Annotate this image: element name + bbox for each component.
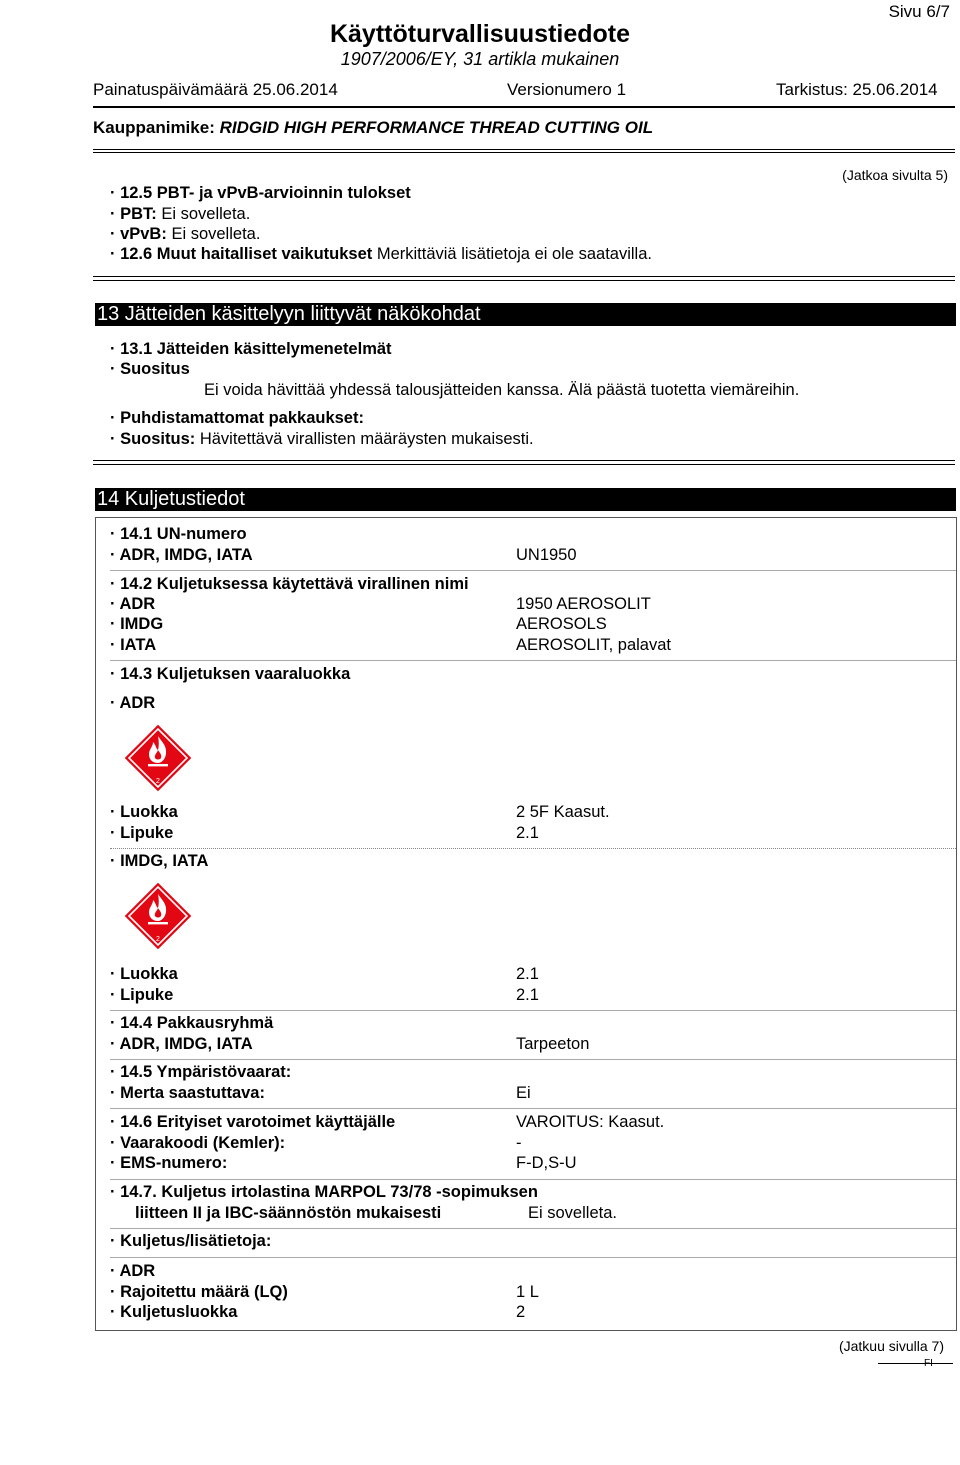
row-separator	[110, 1179, 956, 1180]
document-subtitle: 1907/2006/EY, 31 artikla mukainen	[340, 49, 620, 69]
section12-divider-2	[93, 280, 955, 281]
row-separator	[110, 1228, 956, 1229]
ems-label: · EMS-numero:	[110, 1154, 228, 1172]
flammable-gas-pictogram-adr	[122, 722, 194, 794]
iata-name-label: · IATA	[110, 636, 157, 654]
revision-date: Tarkistus: 25.06.2014	[776, 80, 938, 99]
recommendation-2	[110, 430, 534, 449]
transport-category-value: 2	[516, 1303, 526, 1321]
version-number: Versionumero 1	[507, 80, 627, 99]
imdg-lipuke-value: 2.1	[516, 986, 539, 1004]
flammable-gas-pictogram-imdg	[122, 880, 194, 952]
extra-adr-label: · ADR	[110, 1262, 156, 1280]
packing-group-value: Tarpeeton	[516, 1035, 590, 1053]
environmental-hazards-heading: · 14.5 Ympäristövaarat:	[110, 1063, 292, 1081]
limited-quantity-value: 1 L	[516, 1283, 539, 1301]
shipping-name-heading: · 14.2 Kuljetuksessa käytettävä virallinen nimi	[110, 575, 469, 593]
iata-name-value: AEROSOLIT, palavat	[516, 636, 671, 654]
marpol-heading: · 14.7. Kuljetus irtolastina MARPOL 73/78 -sopimuksen	[110, 1183, 538, 1201]
trade-name-label: Kauppanimike:	[93, 118, 215, 137]
pictogram-number: 2	[156, 936, 160, 943]
other-effects-line	[110, 245, 652, 264]
recommendation-text: Ei voida hävittää yhdessä talousjätteiden kanssa. Älä päästä tuotetta viemäreihin.	[204, 381, 800, 399]
other-effects-label: · 12.6 Muut haitalliset vaikutukset	[110, 245, 373, 263]
un-number-heading: · 14.1 UN-numero	[110, 525, 247, 543]
transport-category-label: · Kuljetusluokka	[110, 1303, 238, 1321]
adr-name-label: · ADR	[110, 595, 156, 613]
packing-group-label: · ADR, IMDG, IATA	[110, 1035, 253, 1053]
adr-lipuke-value: 2.1	[516, 824, 539, 842]
vpvb-line	[110, 225, 260, 244]
adr-name-value: 1950 AEROSOLIT	[516, 595, 651, 613]
hazard-class-heading: · 14.3 Kuljetuksen vaaraluokka	[110, 665, 351, 683]
section13-title: 13 Jätteiden käsittelyyn liittyvät näkökohdat	[95, 303, 956, 326]
footer-divider	[878, 1363, 953, 1364]
vpvb-label: · vPvB:	[110, 225, 167, 243]
continued-from: (Jatkoa sivulta 5)	[842, 167, 948, 183]
recommendation-label: · Suositus	[110, 360, 190, 378]
unclean-packaging-label: · Puhdistamattomat pakkaukset:	[110, 409, 364, 427]
other-effects-value: Merkittäviä lisätietoja ei ole saatavilla.	[376, 245, 652, 263]
adr-class-label: · Luokka	[110, 803, 178, 821]
language-code: FI	[924, 1358, 933, 1369]
marine-pollutant-label: · Merta saastuttava:	[110, 1084, 265, 1102]
row-separator	[110, 660, 956, 661]
adr-class-value: 2 5F Kaasut.	[516, 803, 610, 821]
imdg-name-label: · IMDG	[110, 615, 164, 633]
continues-on: (Jatkuu sivulla 7)	[838, 1338, 944, 1354]
adr-heading: · ADR	[110, 694, 156, 712]
recommendation-2-value: Hävitettävä virallisten määräysten mukaisesti.	[199, 430, 534, 448]
section13-divider-2	[93, 464, 955, 465]
print-date: Painatuspäivämäärä 25.06.2014	[93, 80, 338, 99]
pbt-line	[110, 205, 250, 224]
vpvb-value: Ei sovelleta.	[171, 225, 261, 243]
pbt-value: Ei sovelleta.	[161, 205, 251, 223]
marine-pollutant-value: Ei	[516, 1084, 531, 1102]
page-number: Sivu 6/7	[888, 2, 950, 21]
section13-divider	[93, 460, 955, 461]
pbt-heading: · 12.5 PBT- ja vPvB-arvioinnin tulokset	[110, 184, 411, 202]
header-divider	[93, 106, 955, 108]
section14-title: 14 Kuljetustiedot	[95, 488, 956, 511]
imdg-iata-heading: · IMDG, IATA	[110, 852, 209, 870]
kemler-label: · Vaarakoodi (Kemler):	[110, 1134, 286, 1152]
kemler-value: -	[516, 1134, 522, 1152]
row-separator	[110, 570, 956, 571]
row-separator	[110, 1010, 956, 1011]
imdg-class-label: · Luokka	[110, 965, 178, 983]
special-precautions-label: · 14.6 Erityiset varotoimet käyttäjälle	[110, 1113, 396, 1131]
trade-name-value: RIDGID HIGH PERFORMANCE THREAD CUTTING OIL	[219, 118, 654, 137]
adr-lipuke-label: · Lipuke	[110, 824, 174, 842]
marpol-heading-2: liitteen II ja IBC-säännöstön mukaisesti	[135, 1204, 442, 1222]
row-separator	[110, 1059, 956, 1060]
packing-group-heading: · 14.4 Pakkausryhmä	[110, 1014, 274, 1032]
trade-name	[93, 118, 653, 138]
section12-divider	[93, 276, 955, 277]
trade-divider-2	[93, 152, 955, 153]
ems-value: F-D,S-U	[516, 1154, 577, 1172]
pictogram-number: 2	[156, 778, 160, 785]
trade-divider	[93, 149, 955, 150]
imdg-name-value: AEROSOLS	[516, 615, 607, 633]
document-title: Käyttöturvallisuustiedote	[329, 20, 631, 48]
row-separator-dotted	[110, 848, 956, 849]
un-number-label: · ADR, IMDG, IATA	[110, 546, 253, 564]
un-number-value: UN1950	[516, 546, 577, 564]
limited-quantity-label: · Rajoitettu määrä (LQ)	[110, 1283, 288, 1301]
special-precautions-value: VAROITUS: Kaasut.	[516, 1113, 665, 1131]
imdg-class-value: 2.1	[516, 965, 539, 983]
row-separator	[110, 1108, 956, 1109]
imdg-lipuke-label: · Lipuke	[110, 986, 174, 1004]
recommendation-2-label: · Suositus:	[110, 430, 196, 448]
row-separator	[110, 1257, 956, 1258]
waste-methods-heading: · 13.1 Jätteiden käsittelymenetelmät	[110, 340, 392, 358]
marpol-value: Ei sovelleta.	[528, 1204, 617, 1222]
transport-extra-heading: · Kuljetus/lisätietoja:	[110, 1232, 272, 1250]
pbt-label: · PBT:	[110, 205, 157, 223]
